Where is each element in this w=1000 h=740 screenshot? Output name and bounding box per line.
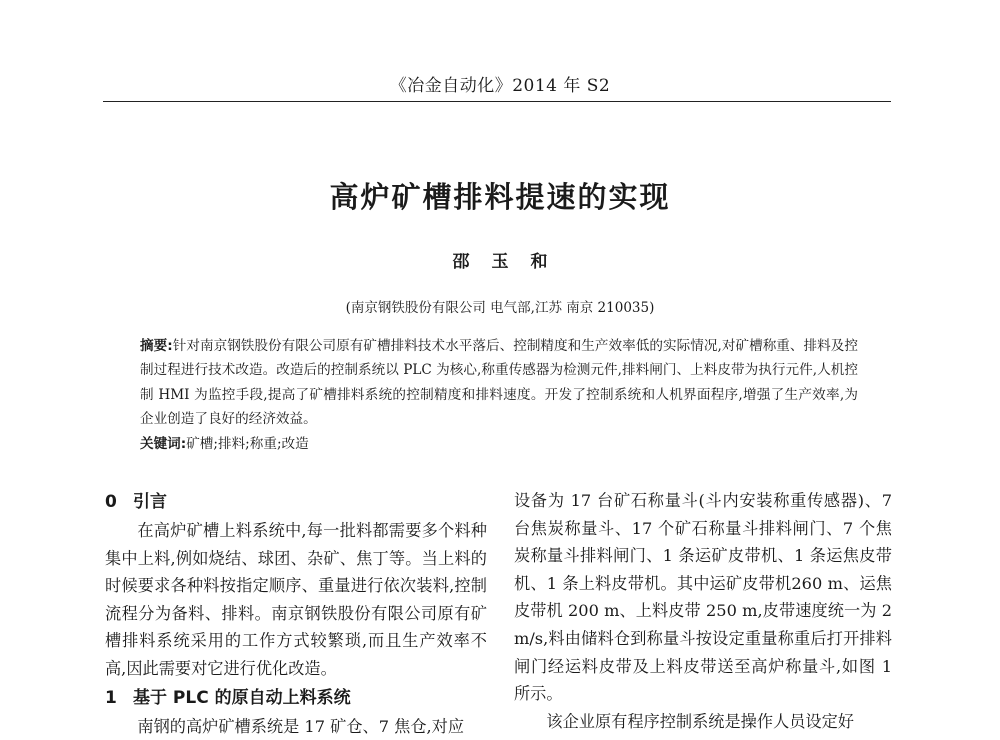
- header-rule: [103, 101, 891, 102]
- abstract: [140, 334, 858, 431]
- intro-paragraph: 在高炉矿槽上料系统中,每一批料都需要多个料种集中上料,例如烧结、球团、杂矿、焦丁等。当上料的时候要求各种料按指定顺序、重量进行依次装料,控制流程分为备料、排料。南京钢铁股份有限公司原有矿槽排料系统采用的工作方式较繁琐,而且生产效率不高,因此需要对它进行优化改造。: [105, 521, 487, 678]
- section-number: 1: [105, 687, 117, 708]
- abstract-text: 针对南京钢铁股份有限公司原有矿槽排料技术水平落后、控制精度和生产效率低的实际情况,对矿槽称重、排料及控制过程进行技术改造。改造后的控制系统以 PLC 为核心,称重传感器为检测元件,排料闸门、上料皮带为执行元件,人机控制 HMI 为监控手段,提高了矿槽排料系统的控制精度和排料速度。开发了控制系统和人机界面程序,增强了生产效率,为企业创造了良好的经济效益。: [140, 338, 859, 427]
- paper-title: 高炉矿槽排料提速的实现: [329, 180, 671, 214]
- section-heading-plc-system: [105, 683, 487, 713]
- control-system-paragraph: 该企业原有程序控制系统是操作人员设定好: [546, 711, 854, 731]
- author-affiliation: (南京钢铁股份有限公司 电气部,江苏 南京 210035): [345, 300, 655, 316]
- keywords-label: 关键词:: [140, 436, 187, 452]
- right-column: [514, 487, 892, 735]
- journal-header: 《冶金自动化》2014 年 S2: [389, 76, 611, 96]
- author-name: 邵玉和: [452, 252, 570, 272]
- equipment-paragraph: 设备为 17 台矿石称量斗(斗内安装称重传感器)、7 台焦炭称量斗、17 个矿石称量斗排料闸门、7 个焦炭称量斗排料闸门、1 条运矿皮带机、1 条运焦皮带机、1 条上料皮带机。其中运矿皮带机260 m、运焦皮带机 200 m、上料皮带 250 m,皮带速度统一为 2 m/s,料由储料仓到称量斗按设定重量称重后打开排料闸门经运料皮带及上料皮带送至高炉称量斗,如图 1 所示。: [514, 491, 892, 704]
- keywords: [140, 432, 858, 456]
- section-title: 引言: [133, 492, 167, 512]
- keywords-text: 矿槽;排料;称重;改造: [186, 436, 309, 452]
- abstract-label: 摘要:: [140, 338, 173, 354]
- left-column: [105, 487, 487, 740]
- section-number: 0: [105, 492, 117, 512]
- section1-paragraph: 南钢的高炉矿槽系统是 17 矿仓、7 焦仓,对应: [137, 716, 465, 736]
- section-title: 基于 PLC 的原自动上料系统: [133, 687, 351, 708]
- section-heading-introduction: [105, 487, 487, 517]
